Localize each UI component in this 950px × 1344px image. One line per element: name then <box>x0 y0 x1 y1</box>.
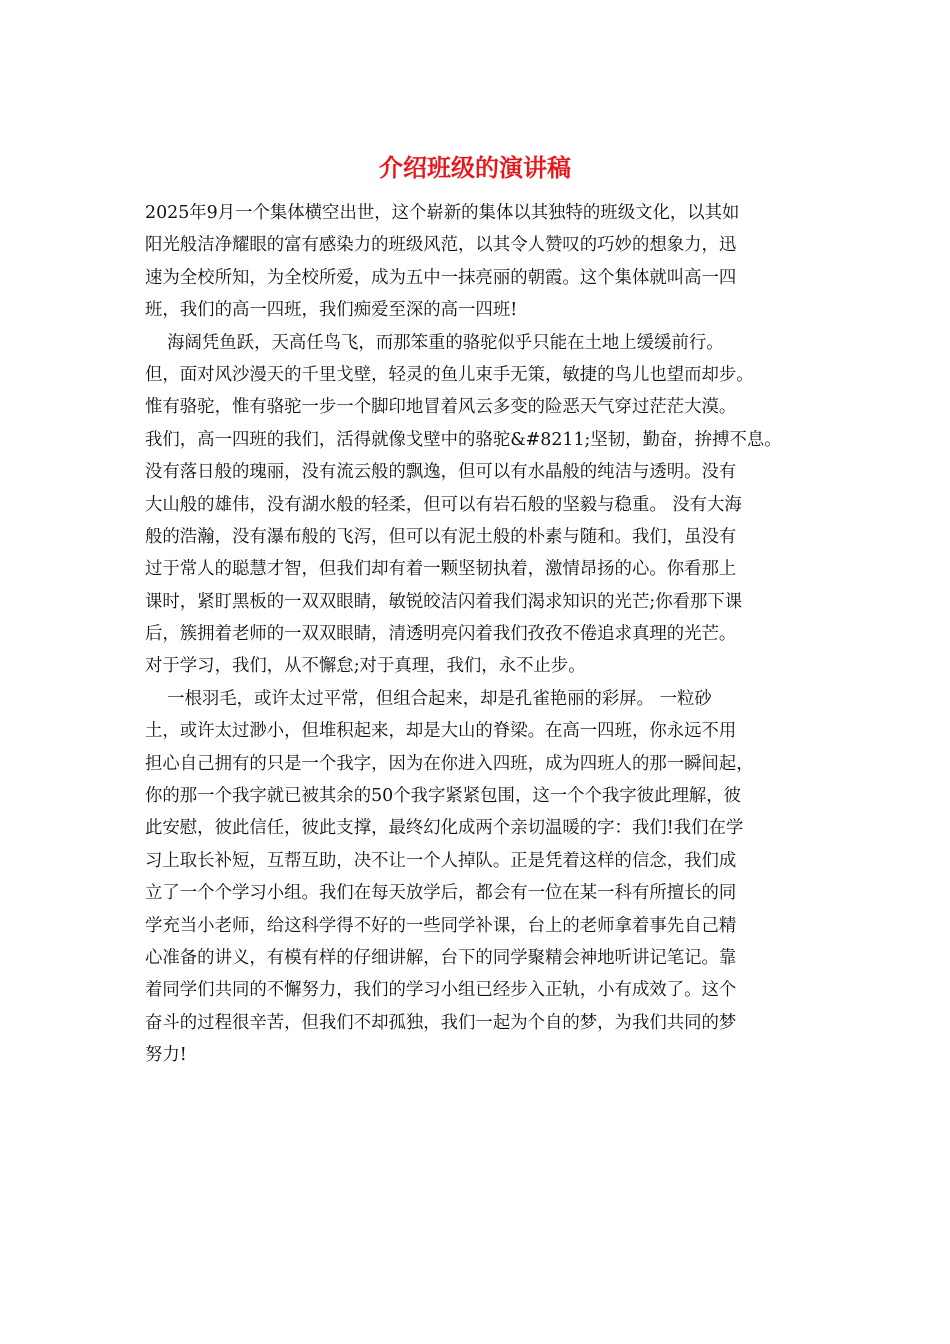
body-line: 海阔凭鱼跃，天高任鸟飞，而那笨重的骆驼似乎只能在土地上缓缓前行。 <box>145 332 724 353</box>
document-title: 介绍班级的演讲稿 <box>379 153 571 182</box>
body-line: 奋斗的过程很辛苦，但我们不却孤独，我们一起为个自的梦，为我们共同的梦 <box>145 1012 737 1033</box>
body-line: 大山般的雄伟，没有湖水般的轻柔，但可以有岩石般的坚毅与稳重。 没有大海 <box>145 494 742 515</box>
body-line: 努力! <box>145 1045 187 1066</box>
body-line: 心准备的讲义，有模有样的仔细讲解，台下的同学聚精会神地听讲记笔记。靠 <box>145 947 737 968</box>
body-line: 担心自己拥有的只是一个我字，因为在你进入四班，成为四班人的那一瞬间起， <box>145 753 754 774</box>
body-line: 你的那一个我字就已被其余的50个我字紧紧包围，这一个个我字彼此理解，彼 <box>145 786 742 807</box>
body-line: 后，簇拥着老师的一双双眼睛，清透明亮闪着我们孜孜不倦追求真理的光芒。 <box>145 624 737 645</box>
body-line: 对于学习，我们，从不懈怠;对于真理，我们，永不止步。 <box>145 656 586 677</box>
body-line: 速为全校所知，为全校所爱，成为五中一抹亮丽的朝霞。这个集体就叫高一四 <box>145 267 737 288</box>
body-line: 我们，高一四班的我们，活得就像戈壁中的骆驼&#8211;坚韧，勤奋，拚搏不息。 <box>145 429 782 450</box>
body-line: 着同学们共同的不懈努力，我们的学习小组已经步入正轨，小有成效了。这个 <box>145 980 737 1001</box>
body-line: 立了一个个学习小组。我们在每天放学后，都会有一位在某一科有所擅长的同 <box>145 883 737 904</box>
body-line: 一根羽毛，或许太过平常，但组合起来，却是孔雀艳丽的彩屏。 一粒砂 <box>145 688 712 709</box>
body-line: 过于常人的聪慧才智，但我们却有着一颗坚韧执着，激情昂扬的心。你看那上 <box>145 559 737 580</box>
body-line: 没有落日般的瑰丽，没有流云般的飘逸，但可以有水晶般的纯洁与透明。没有 <box>145 462 737 483</box>
body-line: 习上取长补短，互帮互助，决不让一个人掉队。正是凭着这样的信念，我们成 <box>145 850 737 871</box>
body-line: 般的浩瀚，没有瀑布般的飞泻，但可以有泥土般的朴素与随和。我们，虽没有 <box>145 526 737 547</box>
body-line: 班，我们的高一四班，我们痴爱至深的高一四班! <box>145 300 518 321</box>
body-line: 但，面对风沙漫天的千里戈壁，轻灵的鱼儿束手无策，敏捷的鸟儿也望而却步。 <box>145 364 754 385</box>
body-line: 学充当小老师，给这科学得不好的一些同学补课，台上的老师拿着事先自己精 <box>145 915 737 936</box>
document-body <box>145 197 820 1072</box>
body-line: 阳光般洁净耀眼的富有感染力的班级风范，以其令人赞叹的巧妙的想象力，迅 <box>145 235 737 256</box>
body-line: 此安慰，彼此信任，彼此支撑，最终幻化成两个亲切温暖的字：我们!我们在学 <box>145 818 744 839</box>
body-line: 惟有骆驼，惟有骆驼一步一个脚印地冒着风云多变的险恶天气穿过茫茫大漠。 <box>145 397 737 418</box>
body-line: 课时，紧盯黑板的一双双眼睛，敏锐皎洁闪着我们渴求知识的光芒;你看那下课 <box>145 591 743 612</box>
body-line: 2025年9月一个集体横空出世，这个崭新的集体以其独特的班级文化，以其如 <box>145 203 740 223</box>
body-line: 土，或许太过渺小，但堆积起来，却是大山的脊梁。在高一四班，你永远不用 <box>145 721 737 742</box>
